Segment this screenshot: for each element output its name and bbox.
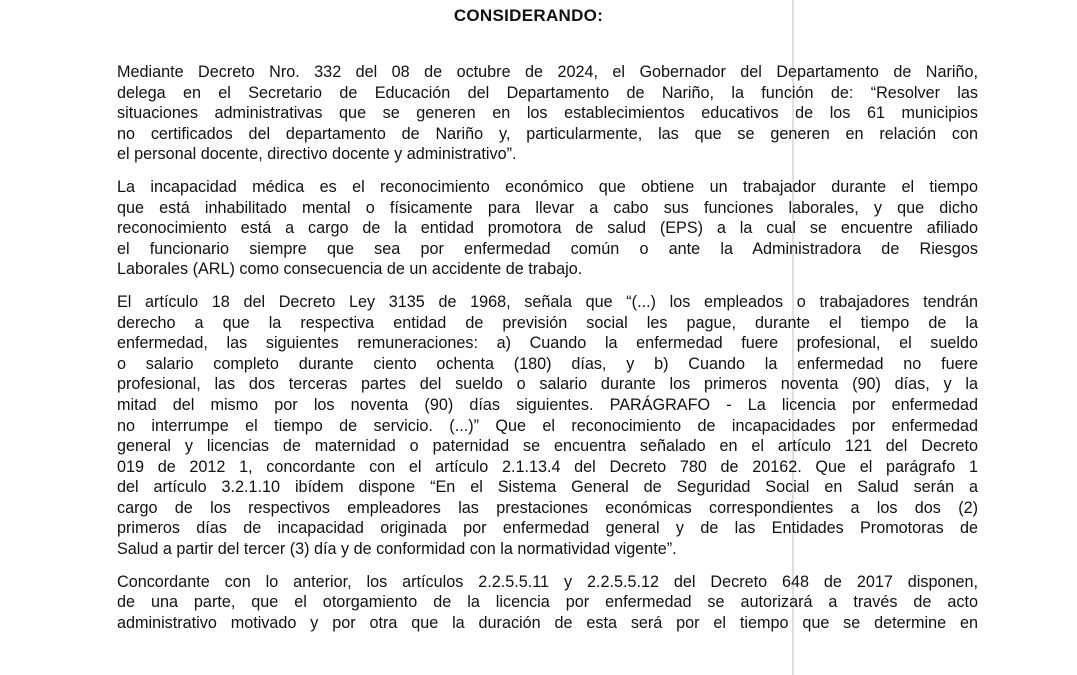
paragraph-line: mitad del mismo por los noventa (90) días siguientes. PARÁGRAFO - La licencia por enfermedad [117, 395, 978, 414]
paragraph-line: profesional, las dos terceras partes del sueldo o salario durante los primeros noventa (90) días, y la [117, 375, 978, 394]
paragraph [117, 177, 978, 280]
paragraph-line: general y licencias de maternidad o paternidad se encuentra señalado en el artículo 121 del Decreto [117, 437, 978, 456]
paragraph-line: derecho a que la respectiva entidad de previsión social les pague, durante el tiempo de la [117, 313, 978, 332]
paragraph-line: de una parte, que el otorgamiento de la licencia por enfermedad se autorizará a través de acto [117, 593, 978, 612]
paragraph-line: administrativo motivado y por otra que la duración de esta será por el tiempo que se determine en [117, 613, 978, 632]
paragraph [117, 572, 978, 634]
paragraph-line: no certificados del departamento de Nariño y, particularmente, las que se generen en relación con [117, 124, 978, 143]
paragraph-line: El artículo 18 del Decreto Ley 3135 de 1968, señala que “(...) los empleados o trabajadores tendrán [117, 292, 978, 311]
paragraph-line: o salario completo durante ciento ochenta (180) días, y b) Cuando la enfermedad no fuere [117, 354, 978, 373]
paragraph-line: reconocimiento está a cargo de la entidad promotora de salud (EPS) a la cual se encuentre afiliado [117, 219, 978, 238]
paragraph-line: Salud a partir del tercer (3) día y de conformidad con la normatividad vigente”. [117, 540, 677, 559]
paragraph-line: enfermedad, las siguientes remuneraciones: a) Cuando la enfermedad fuere profesional, el sueldo [117, 334, 978, 353]
paragraph [117, 292, 978, 560]
paragraph-line: no interrumpe el tiempo de servicio. (...)” Que el reconocimiento de incapacidades por enfermedad [117, 416, 978, 435]
paragraph [117, 62, 978, 165]
section-heading [0, 6, 1077, 26]
paragraph-line: 019 de 2012 1, concordante con el artículo 2.1.13.4 del Decreto 780 de 20162. Que el parágrafo 1 [117, 457, 978, 476]
paragraph-line: del artículo 3.2.1.10 ibídem dispone “En el Sistema General de Seguridad Social en Salud serán a [117, 478, 978, 497]
paragraph-line: el funcionario siempre que sea por enfermedad común o ante la Administradora de Riesgos [117, 239, 978, 258]
paragraph-line: delega en el Secretario de Educación del Departamento de Nariño, la función de: “Resolver las [117, 83, 978, 102]
document-body [117, 62, 978, 645]
paragraph-line: cargo de los respectivos empleadores las prestaciones económicas correspondientes a los dos (2) [117, 498, 978, 517]
paragraph-line: el personal docente, directivo docente y administrativo”. [117, 145, 517, 164]
paragraph-line: Concordante con lo anterior, los artículos 2.2.5.5.11 y 2.2.5.5.12 del Decreto 648 de 2017 disponen, [117, 572, 978, 591]
paragraph-line: La incapacidad médica es el reconocimiento económico que obtiene un trabajador durante el tiempo [117, 177, 978, 196]
paragraph-line: Laborales (ARL) como consecuencia de un accidente de trabajo. [117, 260, 583, 279]
section-heading-text: CONSIDERANDO: [453, 6, 604, 25]
paragraph-line: primeros días de incapacidad originada por enfermedad general y de las Entidades Promotoras de [117, 519, 978, 538]
paragraph-line: situaciones administrativas que se generen en los establecimientos educativos de los 61 municipios [117, 104, 978, 123]
paragraph-line: que está inhabilitado mental o físicamente para llevar a cabo sus funciones laborales, y que dicho [117, 198, 978, 217]
paragraph-line: Mediante Decreto Nro. 332 del 08 de octubre de 2024, el Gobernador del Departamento de Nariño, [117, 63, 978, 81]
